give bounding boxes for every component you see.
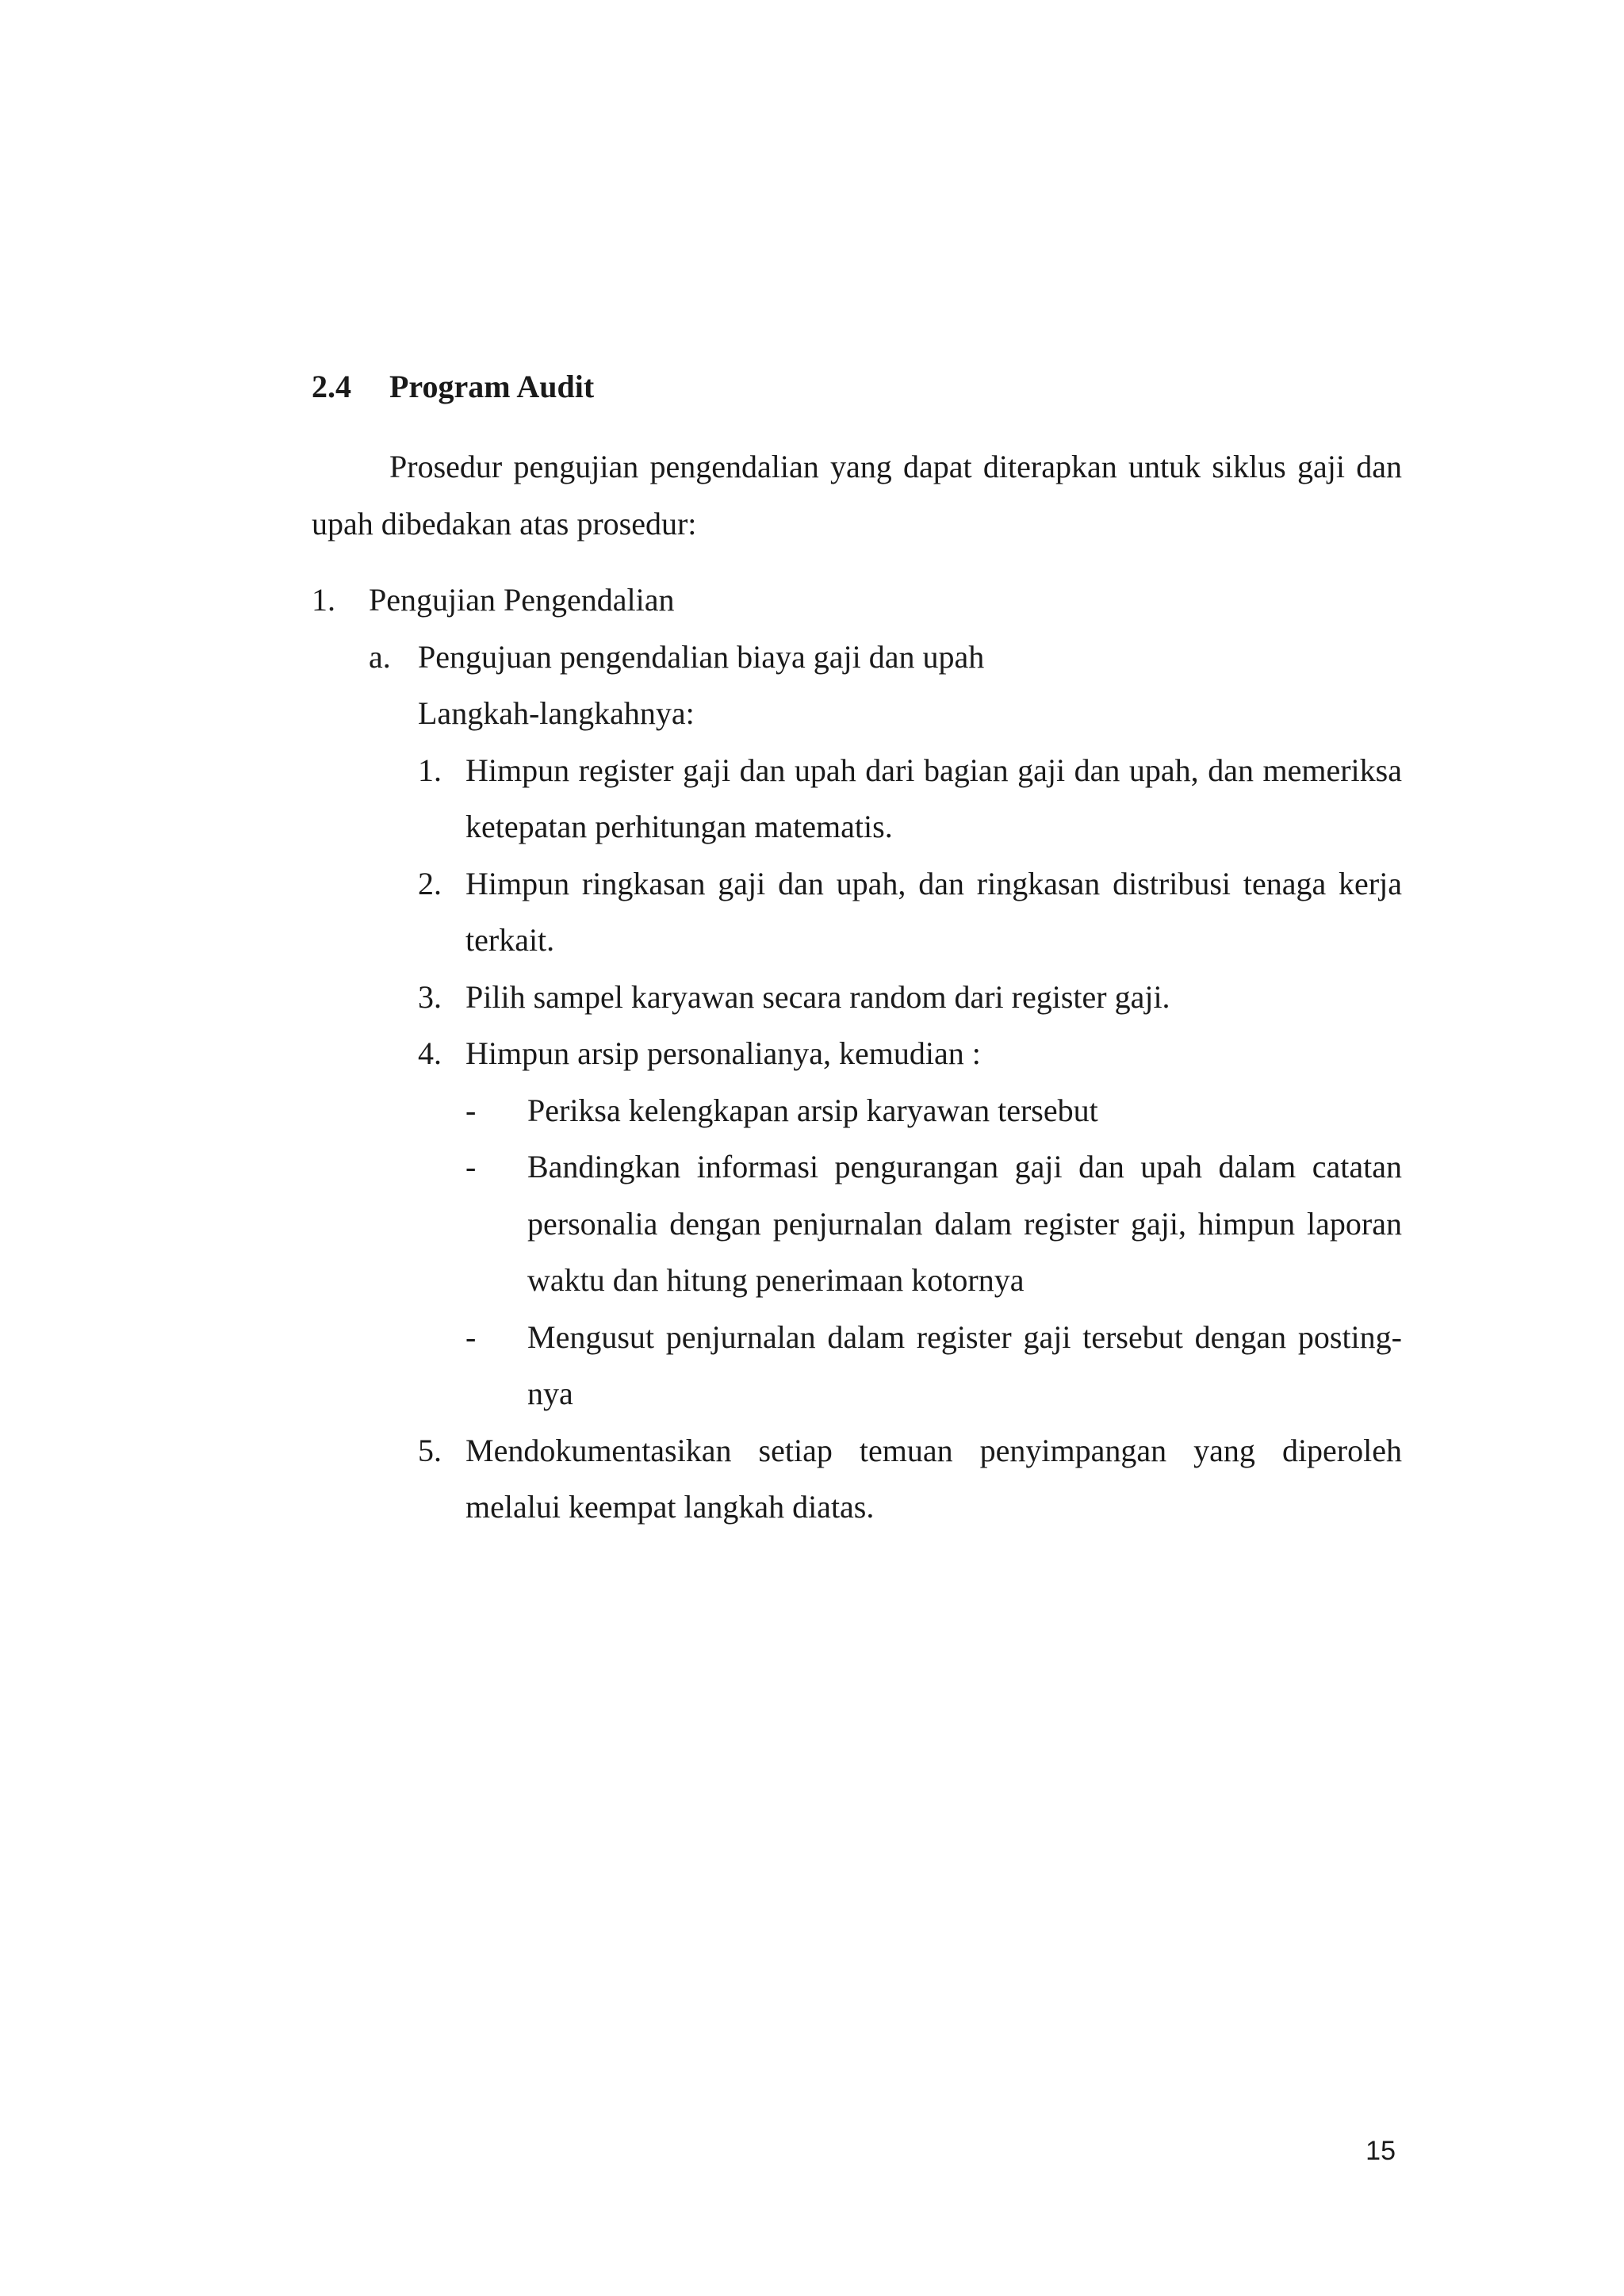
bullet-text: Periksa kelengkapan arsip karyawan tersebut	[527, 1092, 1098, 1128]
list-item-text: Pengujian Pengendalian	[369, 582, 675, 618]
list-item-1	[312, 572, 1402, 629]
list-marker: 2.	[418, 865, 442, 901]
steps-label-text: Langkah-langkahnya:	[418, 695, 695, 731]
list-marker: 3.	[418, 978, 442, 1015]
section-number: 2.4	[312, 369, 351, 404]
bullet-marker: -	[465, 1149, 477, 1184]
list-item-text: Himpun arsip personalianya, kemudian :	[465, 1035, 981, 1071]
page-number: 15	[1365, 2136, 1396, 2166]
list-item-text: Himpun register gaji dan upah dari bagian gaji dan upah, dan memeriksa ketepatan perhitungan matematis.	[465, 752, 1402, 844]
list-item-text: Mendokumentasikan setiap temuan penyimpangan yang diperoleh melalui keempat langkah diatas.	[465, 1432, 1402, 1525]
bullet-text: Bandingkan informasi pengurangan gaji dan upah dalam catatan personalia dengan penjurnalan dalam register gaji, himpun laporan waktu dan hitung penerimaan kotornya	[527, 1149, 1402, 1298]
step-item-4	[418, 1025, 1402, 1082]
list-marker: 5.	[418, 1432, 442, 1468]
section-title: Program Audit	[389, 369, 595, 404]
intro-paragraph: Prosedur pengujian pengendalian yang dapat diterapkan untuk siklus gaji dan upah dibedakan atas prosedur:	[312, 449, 1402, 541]
bullet-item-1	[465, 1082, 1402, 1139]
bullet-item-3	[465, 1309, 1402, 1422]
bullet-marker: -	[465, 1318, 477, 1355]
list-marker: 1.	[312, 582, 335, 618]
step-item-2	[418, 855, 1402, 969]
step-item-3	[418, 969, 1402, 1026]
sub-item-a	[369, 629, 1402, 686]
list-marker: 4.	[418, 1035, 442, 1071]
bullet-item-2	[465, 1138, 1402, 1309]
list-item-text: Pengujuan pengendalian biaya gaji dan upah	[418, 638, 985, 675]
list-marker: a.	[369, 638, 391, 675]
steps-label	[418, 685, 1402, 742]
list-item-text: Pilih sampel karyawan secara random dari register gaji.	[465, 978, 1170, 1015]
step-item-1	[418, 742, 1402, 855]
bullet-marker: -	[465, 1092, 477, 1128]
section-heading	[312, 366, 594, 408]
main-list	[312, 572, 1402, 1536]
bullet-text: Mengusut penjurnalan dalam register gaji tersebut dengan posting-nya	[527, 1318, 1402, 1411]
step-item-5	[418, 1422, 1402, 1536]
list-marker: 1.	[418, 752, 442, 788]
list-item-text: Himpun ringkasan gaji dan upah, dan ringkasan distribusi tenaga kerja terkait.	[465, 865, 1402, 958]
